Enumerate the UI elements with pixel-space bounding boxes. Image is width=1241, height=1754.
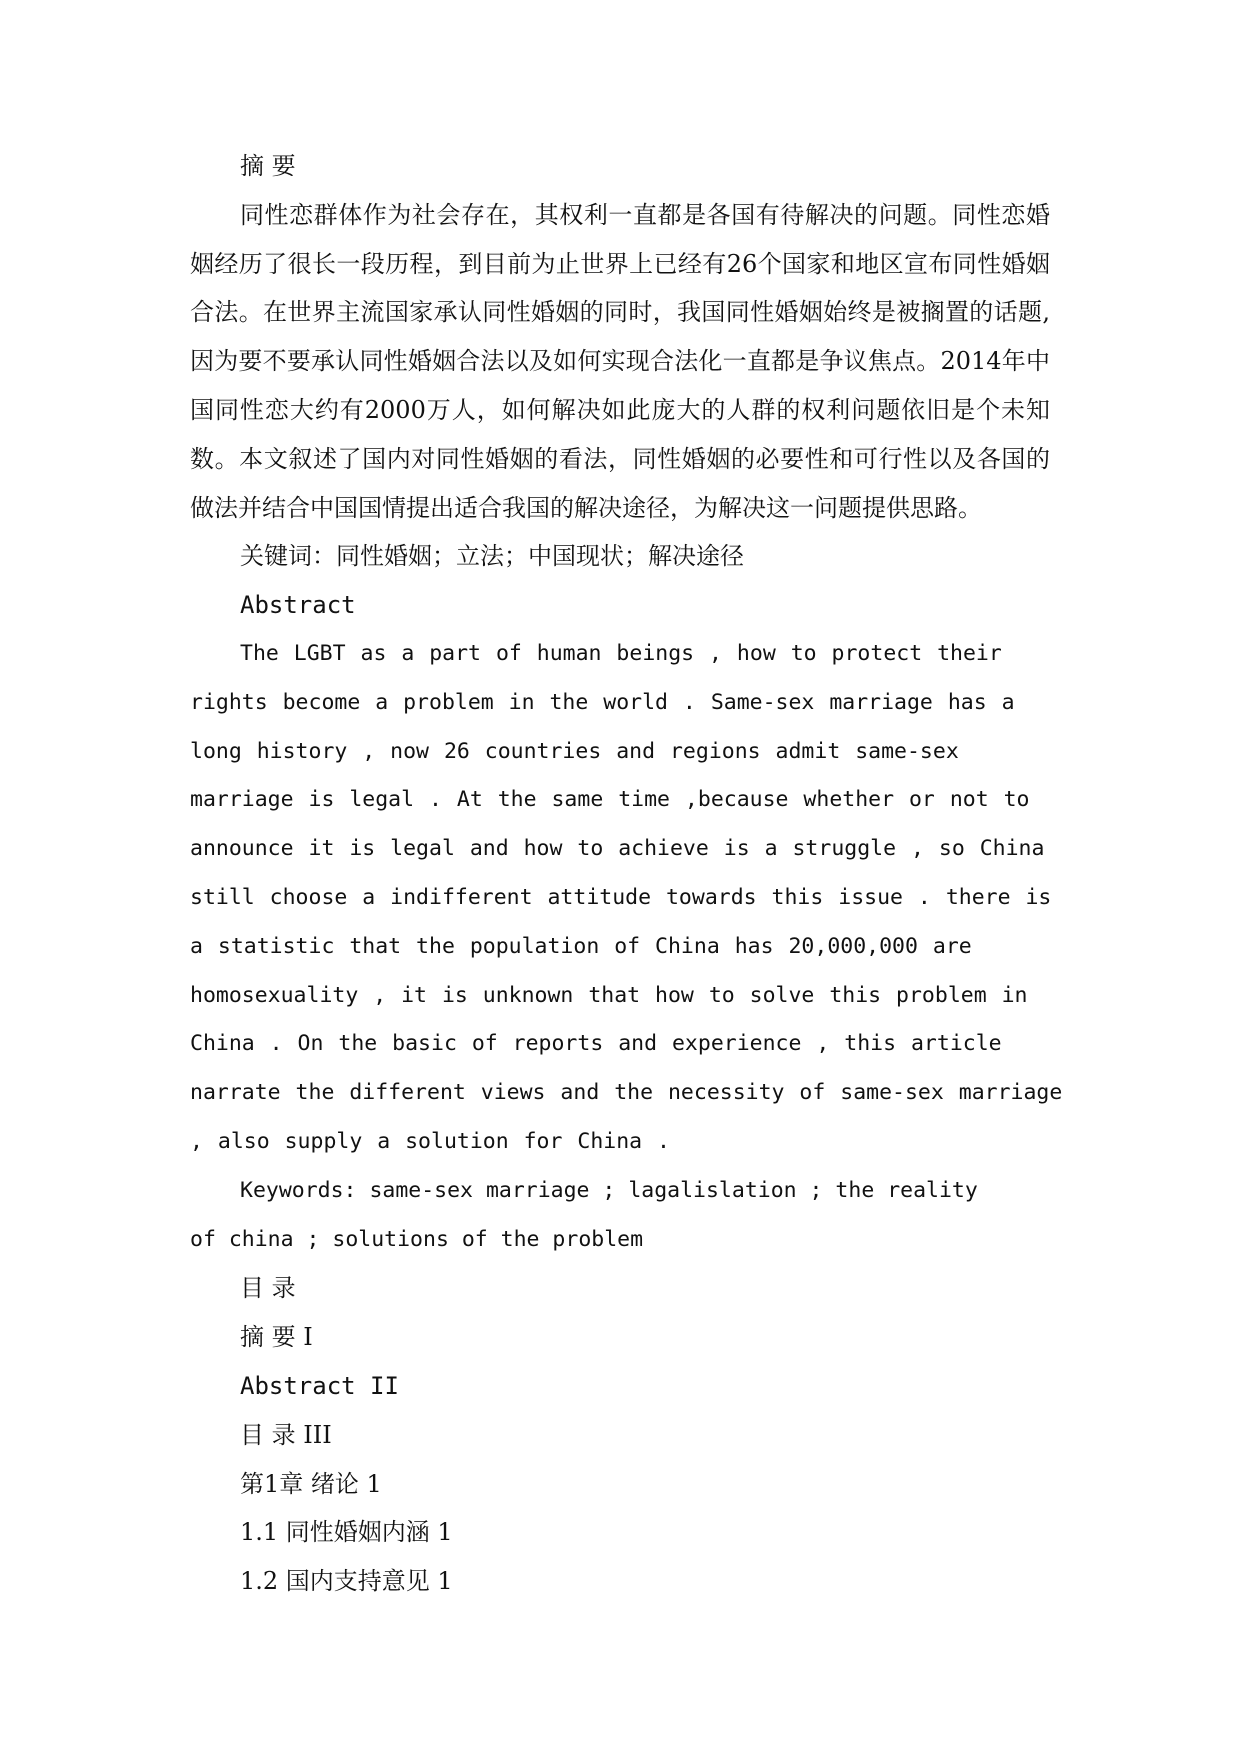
abstract-en-heading: Abstract (240, 591, 356, 620)
abstract-cn-heading: 摘 要 (240, 152, 296, 180)
abstract-en-body: The LGBT as a part of human beings , how to protect their rights become a problem in the world . Same-sex marriage has a long history , now 26 countries and regions admit same-sex marriage is legal . At the same time ,because whether or not to announce it is legal and how to achieve is a struggle , so China still choose a indifferent attitude towards this issue . there is a statistic that the population of China has 20,000,000 are homosexuality , it is unknown that how to solve this problem in China . On the basic of reports and experience , this article narrate the different views and the necessity of same-sex marriage , also supply a solution for China . (190, 640, 1063, 1154)
toc-item-abstract-en: Abstract II (240, 1371, 399, 1400)
toc-item-section-1-1: 1.1 同性婚姻内涵 1 (240, 1518, 453, 1547)
toc-heading: 目 录 (240, 1274, 296, 1303)
abstract-cn-body: 同性恋群体作为社会存在，其权利一直都是各国有待解决的问题。同性恋婚姻经历了很长一段历程，到目前为止世界上已经有26个国家和地区宣布同性婚姻合法。在世界主流国家承认同性婚姻的同时，我国同性婚姻始终是被搁置的话题,因为要不要承认同性婚姻合法以及如何实现合法化一直都是争议焦点。2014年中国同性恋大约有2000万人，如何解决如此庞大的人群的权利问题依旧是个未知数。本文叙述了国内对同性婚姻的看法，同性婚姻的必要性和可行性以及各国的做法并结合中国国情提出适合我国的解决途径，为解决这一问题提供思路。 (190, 200, 1050, 522)
toc-item-contents: 目 录 III (240, 1420, 332, 1449)
toc-item-chapter-1: 第1章 绪论 1 (240, 1469, 382, 1498)
toc-item-abstract-cn: 摘 要 I (240, 1323, 313, 1352)
abstract-en-keywords: Keywords: same-sex marriage ; lagalislation ; the reality of china ; solutions of the problem (190, 1177, 978, 1252)
document-content (190, 142, 1070, 1606)
abstract-cn-keywords: 关键词：同性婚姻；立法；中国现状；解决途径 (240, 542, 744, 571)
toc-item-section-1-2: 1.2 国内支持意见 1 (240, 1567, 453, 1596)
